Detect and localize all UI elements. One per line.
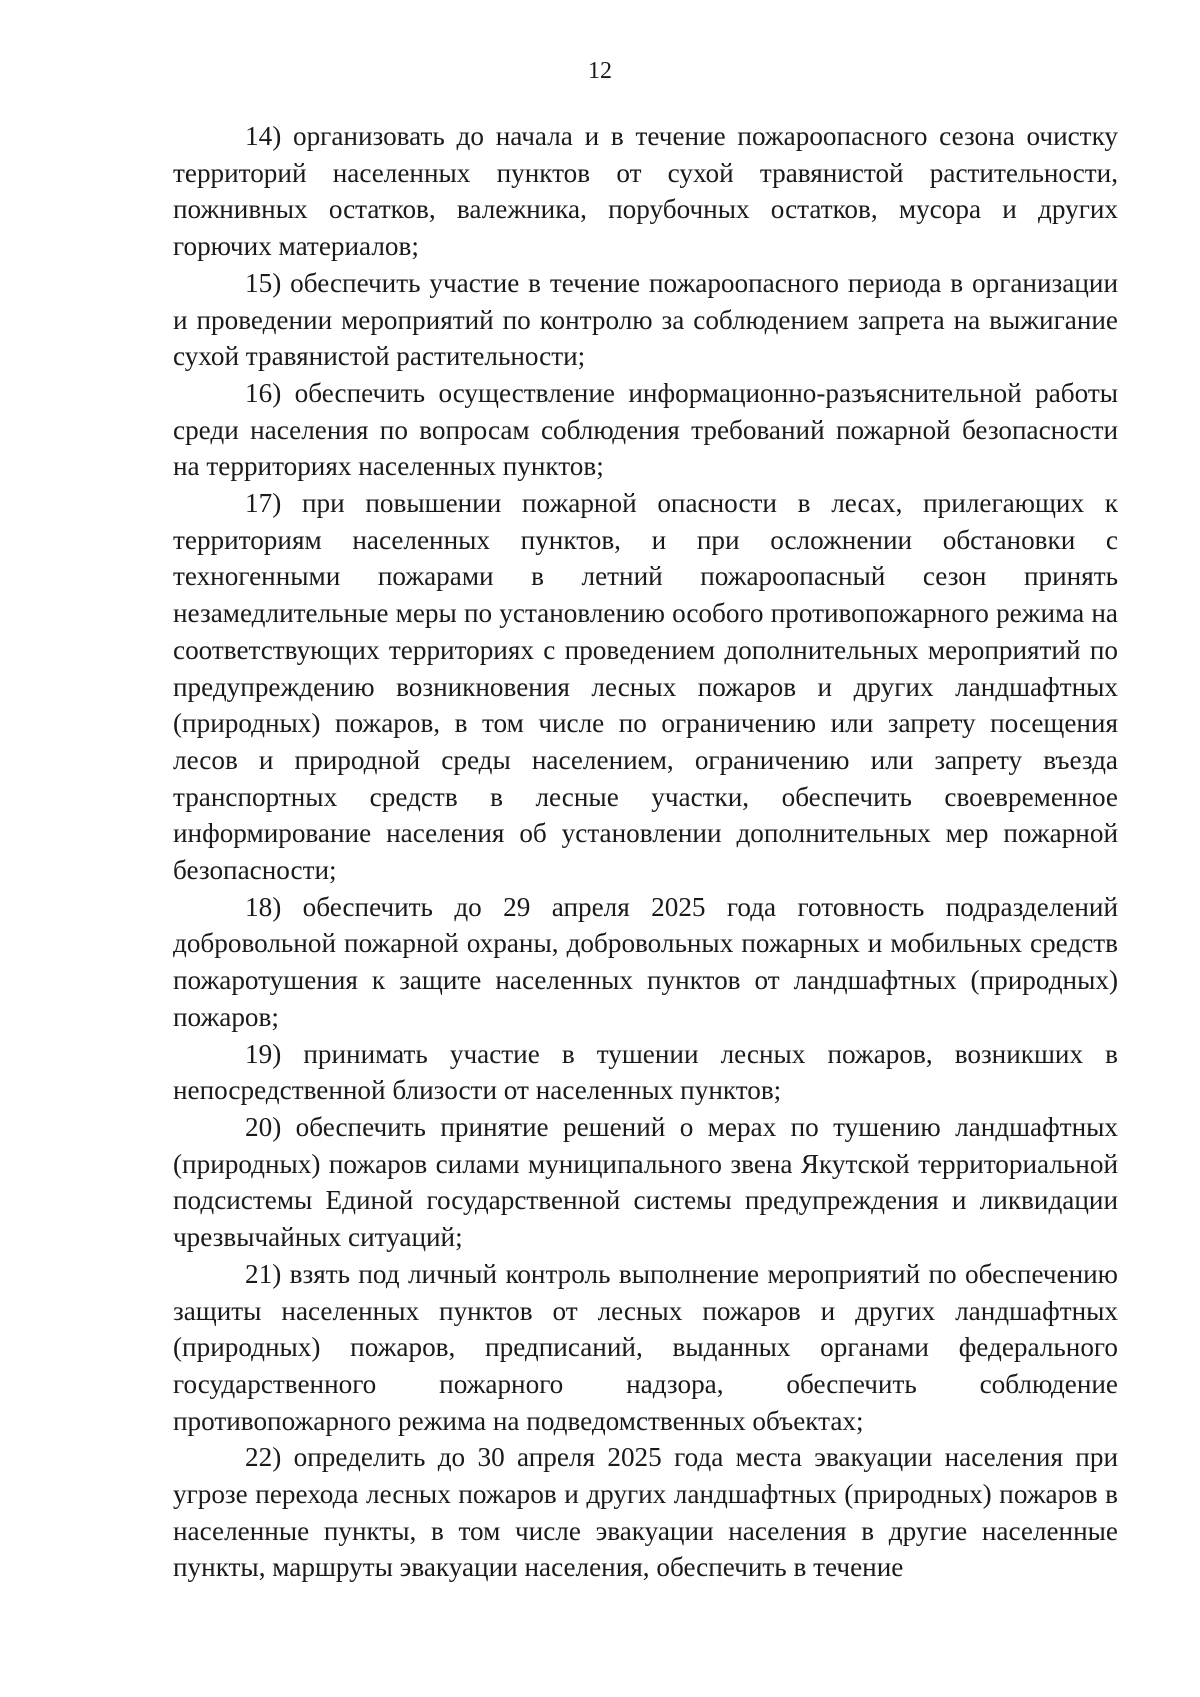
list-item-22: 22) определить до 30 апреля 2025 года места эвакуации населения при угрозе перехода лесных пожаров и других ландшафтных (природных) пожаров в населенные пункты, в том числе эвакуации населения в другие населенные пункты, маршруты эвакуации населения, обеспечить в течение <box>173 1442 1118 1583</box>
list-item-21: 21) взять под личный контроль выполнение мероприятий по обеспечению защиты населенных пунктов от лесных пожаров и других ландшафтных (природных) пожаров, предписаний, выданных органами федерального государственного пожарного надзора, обеспечить соблюдение противопожарного режима на подведомственных объектах; <box>173 1258 1118 1436</box>
page-number: 12 <box>588 58 612 84</box>
list-item-18: 18) обеспечить до 29 апреля 2025 года готовность подразделений добровольной пожарной охраны, добровольных пожарных и мобильных средств пожаротушения к защите населенных пунктов от ландшафтных (природных) пожаров; <box>173 891 1118 1032</box>
list-item-16: 16) обеспечить осуществление информационно-разъяснительной работы среди населения по вопросам соблюдения требований пожарной безопасности на территориях населенных пунктов; <box>173 377 1118 482</box>
list-item-19: 19) принимать участие в тушении лесных пожаров, возникших в непосредственной близости от населенных пунктов; <box>173 1038 1118 1106</box>
list-item-14: 14) организовать до начала и в течение пожароопасного сезона очистку территорий населенных пунктов от сухой травянистой растительности, пожнивных остатков, валежника, порубочных остатков, мусора и других горючих материалов; <box>173 121 1118 262</box>
list-item-15: 15) обеспечить участие в течение пожароопасного периода в организации и проведении мероприятий по контролю за соблюдением запрета на выжигание сухой травянистой растительности; <box>173 267 1118 372</box>
list-item-20: 20) обеспечить принятие решений о мерах по тушению ландшафтных (природных) пожаров силами муниципального звена Якутской территориальной подсистемы Единой государственной системы предупреждения и ликвидации чрезвычайных ситуаций; <box>173 1111 1118 1253</box>
list-item-17: 17) при повышении пожарной опасности в лесах, прилегающих к территориям населенных пунктов, и при осложнении обстановки с техногенными пожарами в летний пожароопасный сезон принять незамедлительные меры по установлению особого противопожарного режима на соответствующих территориях с проведением дополнительных мероприятий по предупреждению возникновения лесных пожаров и других ландшафтных (природных) пожаров, в том числе по ограничению или запрету посещения лесов и природной среды населением, ограничению или запрету въезда транспортных средств в лесные участки, обеспечить своевременное информирование населения об установлении дополнительных мер пожарной безопасности; <box>173 488 1118 886</box>
document-body <box>173 118 1118 1586</box>
